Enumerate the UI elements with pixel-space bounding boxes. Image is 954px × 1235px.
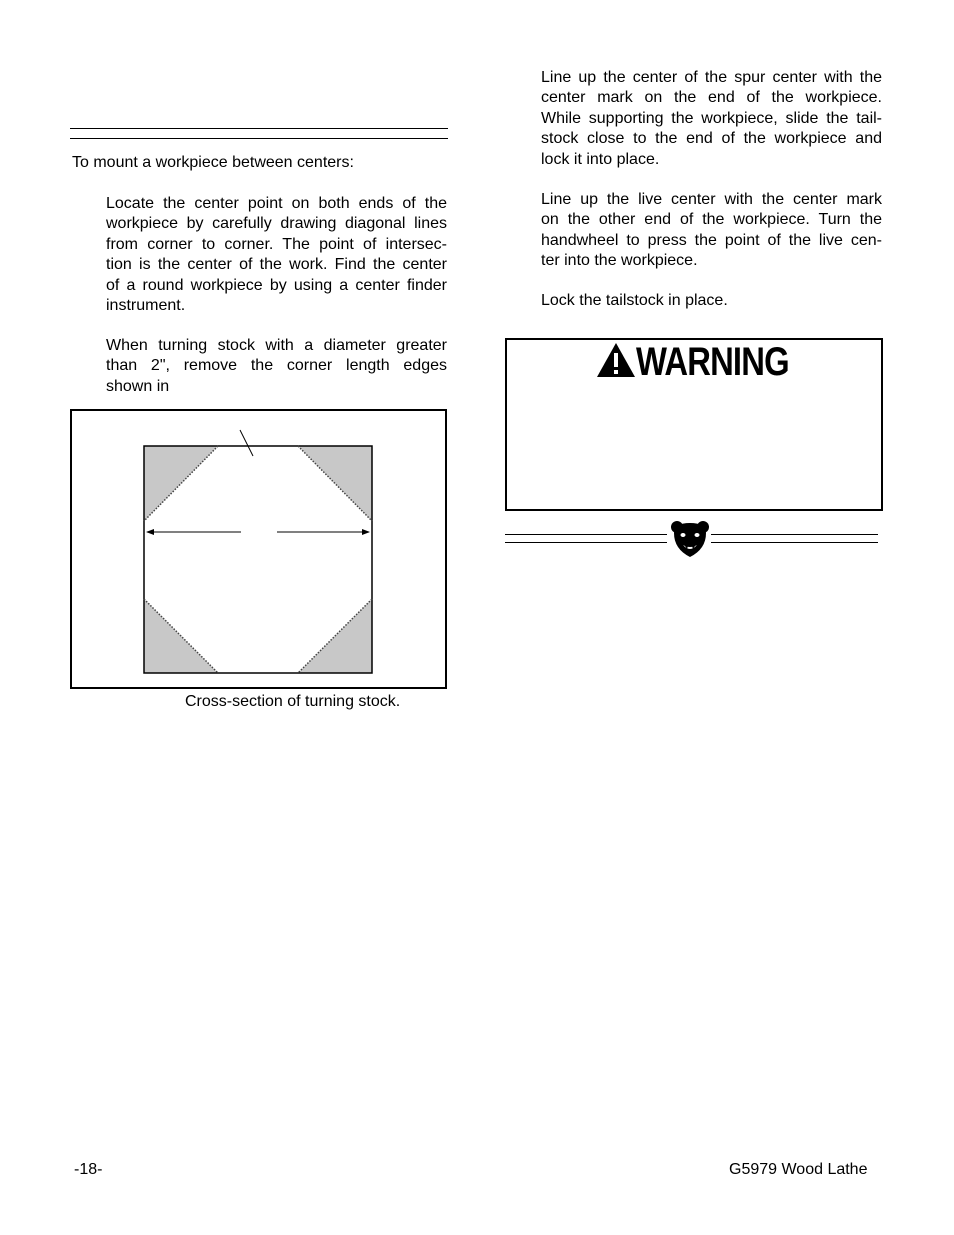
step4-line: Line up the live center with the center mark — [541, 191, 882, 208]
divider-rule-left-top — [505, 534, 667, 535]
step1-line: instrument. — [106, 297, 186, 315]
section-rule-bottom — [70, 138, 448, 139]
step3-line: center mark on the end of the workpiece. — [541, 89, 882, 107]
divider-rule-left-bottom — [505, 542, 667, 543]
step1-line: Locate the center point on both ends of the — [106, 195, 447, 212]
step2-paragraph — [106, 336, 447, 397]
step5-text: Lock the tailstock in place. — [541, 292, 728, 309]
step1-line: of a round workpiece by using a center finder — [106, 276, 447, 294]
figure-box — [70, 409, 447, 689]
section-rule-top — [70, 128, 448, 129]
divider-rule-right-top — [711, 534, 878, 535]
step3-line: stock close to the end of the workpiece and — [541, 130, 882, 148]
step1-paragraph — [106, 194, 447, 316]
step1-line: tion is the center of the work. Find the center — [106, 256, 447, 274]
step3-line: Line up the center of the spur center with the — [541, 69, 882, 86]
divider-rule-right-bottom — [711, 542, 878, 543]
step4-line: ter into the workpiece. — [541, 252, 698, 270]
step3-paragraph — [541, 68, 882, 170]
warning-triangle-icon — [595, 341, 637, 379]
step4-paragraph — [541, 190, 882, 272]
step1-line: from corner to corner. The point of intersec- — [106, 235, 447, 253]
manual-title: G5979 Wood Lathe — [729, 1161, 868, 1178]
step2-line: than 2", remove the corner length edges — [106, 357, 447, 375]
intro-text: To mount a workpiece between centers: — [72, 154, 354, 171]
step1-line: workpiece by carefully drawing diagonal lines — [106, 215, 447, 233]
step2-line: shown in — [106, 377, 170, 395]
bear-head-logo — [670, 519, 710, 559]
step3-line: lock it into place. — [541, 150, 660, 168]
figure-caption: Cross-section of turning stock. — [185, 693, 401, 710]
step4-line: handwheel to press the point of the live cen- — [541, 231, 882, 249]
page-number: -18- — [74, 1161, 103, 1178]
step2-line: When turning stock with a diameter greater — [106, 337, 447, 354]
step4-line: on the other end of the workpiece. Turn the — [541, 211, 882, 229]
step3-line: While supporting the workpiece, slide the tail- — [541, 109, 882, 127]
warning-title: WARNING — [636, 340, 789, 384]
